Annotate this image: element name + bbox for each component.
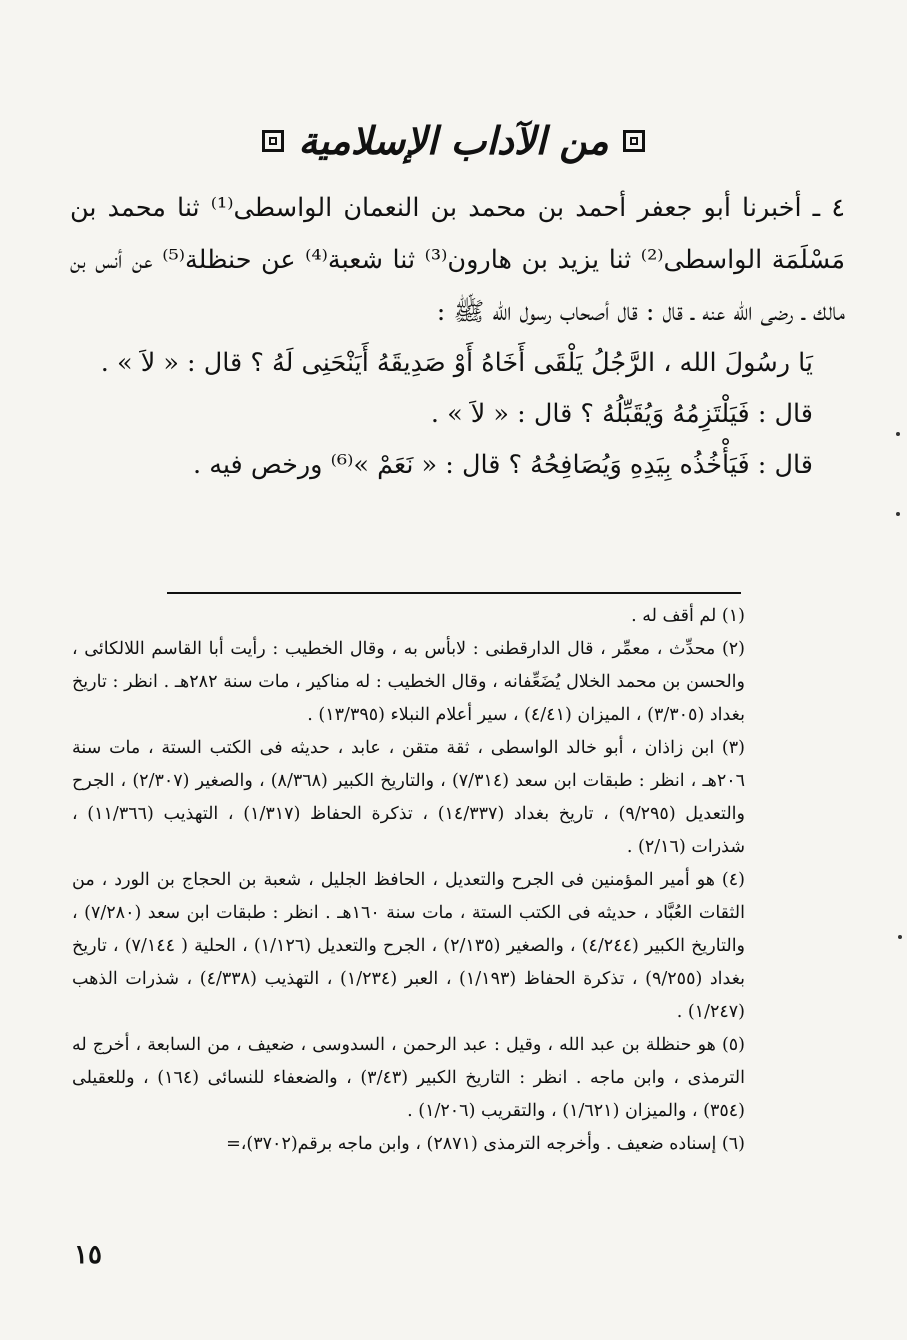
scan-speck: [896, 432, 900, 436]
footnote-4: (٤) هو أمير المؤمنين فى الجرح والتعديل ، الحافظ الجليل ، شعبة بن الحجاج بن الورد ، من الثقات العُبَّاد ، حديثه فى الكتب الستة ، مات سنة ١٦٠هـ . انظر : طبقات ابن سعد (٧/٢٨٠) ، والتاريخ الكبير (٤/٢٤٤) ، والصغير (٢/١٣٥) ، الجرح والتعديل (١/١٢٦) ، الحلية ( ٧/١٤٤) ، تاريخ بغداد (٩/٢٥٥) ، تذكرة الحفاظ (١/١٩٣) ، العبر (١/٢٣٤) ، التهذيب (٤/٣٣٨) ، شذرات الذهب (١/٢٤٧) .: [72, 870, 746, 1022]
footnotes: [72, 600, 745, 1161]
footnote-divider: [167, 592, 741, 594]
page-number: ١٥: [74, 1240, 102, 1270]
scan-speck: [896, 512, 900, 516]
footnote-2: (٢) محدِّث ، معمِّر ، قال الدارقطنى : لابأس به ، وقال الخطيب : رأيت أبا القاسم اللالكائى ، والحسن بن محمد الخلال يُضَعِّفانه ، وقال الخطيب : له مناكير ، مات سنة ٢٨٢هـ . انظر : تاريخ بغداد (٣/٣٠٥) ، الميزان (٤/٤١) ، سير أعلام النبلاء (١٣/٣٩٥) .: [72, 639, 745, 725]
scan-speck: [898, 935, 902, 939]
ornament-square-icon: [262, 130, 284, 152]
footnote-3: (٣) ابن زاذان ، أبو خالد الواسطى ، ثقة متقن ، عابد ، حديثه فى الكتب الستة ، مات سنة ٢٠٦هـ ، انظر : طبقات ابن سعد (٧/٣١٤) ، والتاريخ الكبير (٨/٣٦٨) ، والصغير (٢/٣٠٧) ، الجرح والتعديل (٩/٢٩٥) ، تاريخ بغداد (١٤/٣٣٧) ، تذكرة الحفاظ (١/٣١٧) ، التهذيب (١١/٣٦٦) ، شذرات (٢/١٦) .: [72, 738, 746, 857]
hadith-isnad: ٤ ـ أخبرنا أبو جعفر أحمد بن محمد بن النعمان الواسطى⁽¹⁾ ثنا محمد بن مَسْلَمَة الواسطى⁽²⁾ ثنا يزيد بن هارون⁽³⁾ ثنا شعبة⁽⁴⁾ عن حنظلة⁽⁵⁾ عن أنس بن مالك ـ رضى الله عنه ـ قال : قال أصحاب رسول الله ﷺ :: [70, 193, 846, 327]
chapter-heading: [0, 118, 907, 163]
hadith-question-1: يَا رسُولَ الله ، الرَّجُلُ يَلْقَى أَخَاهُ أَوْ صَدِيقَهُ أَيَنْحَنِى لَهُ ؟ قال : « لاَ » .: [100, 348, 813, 378]
hadith-question-3: قال : فَيَأْخُذُه بِيَدِهِ وَيُصَافِحُهُ ؟ قال : « نَعَمْ »⁽⁶⁾ ورخص فيه .: [192, 450, 813, 480]
hadith-question-2: قال : فَيَلْتَزِمُهُ وَيُقَبِّلُهُ ؟ قال : « لاَ » .: [430, 399, 813, 429]
ornament-square-icon: [623, 130, 645, 152]
hadith-text: [70, 182, 845, 491]
footnote-5: (٥) هو حنظلة بن عبد الله ، وقيل : عبد الرحمن ، السدوسى ، ضعيف ، من السابعة ، أخرج له الترمذى ، وابن ماجه . انظر : التاريخ الكبير (٣/٤٣) ، والضعفاء للنسائى (١٦٤) ، وللعقيلى (٣٥٤) ، والميزان (١/٦٢١) ، والتقريب (١/٢٠٦) .: [72, 1035, 745, 1121]
footnote-6: (٦) إسناده ضعيف . وأخرجه الترمذى (٢٨٧١) ، وابن ماجه برقم(٣٧٠٢)،=: [226, 1134, 745, 1154]
chapter-title: من الآداب الإسلامية: [298, 118, 609, 163]
footnote-1: (١) لم أقف له .: [631, 606, 745, 626]
